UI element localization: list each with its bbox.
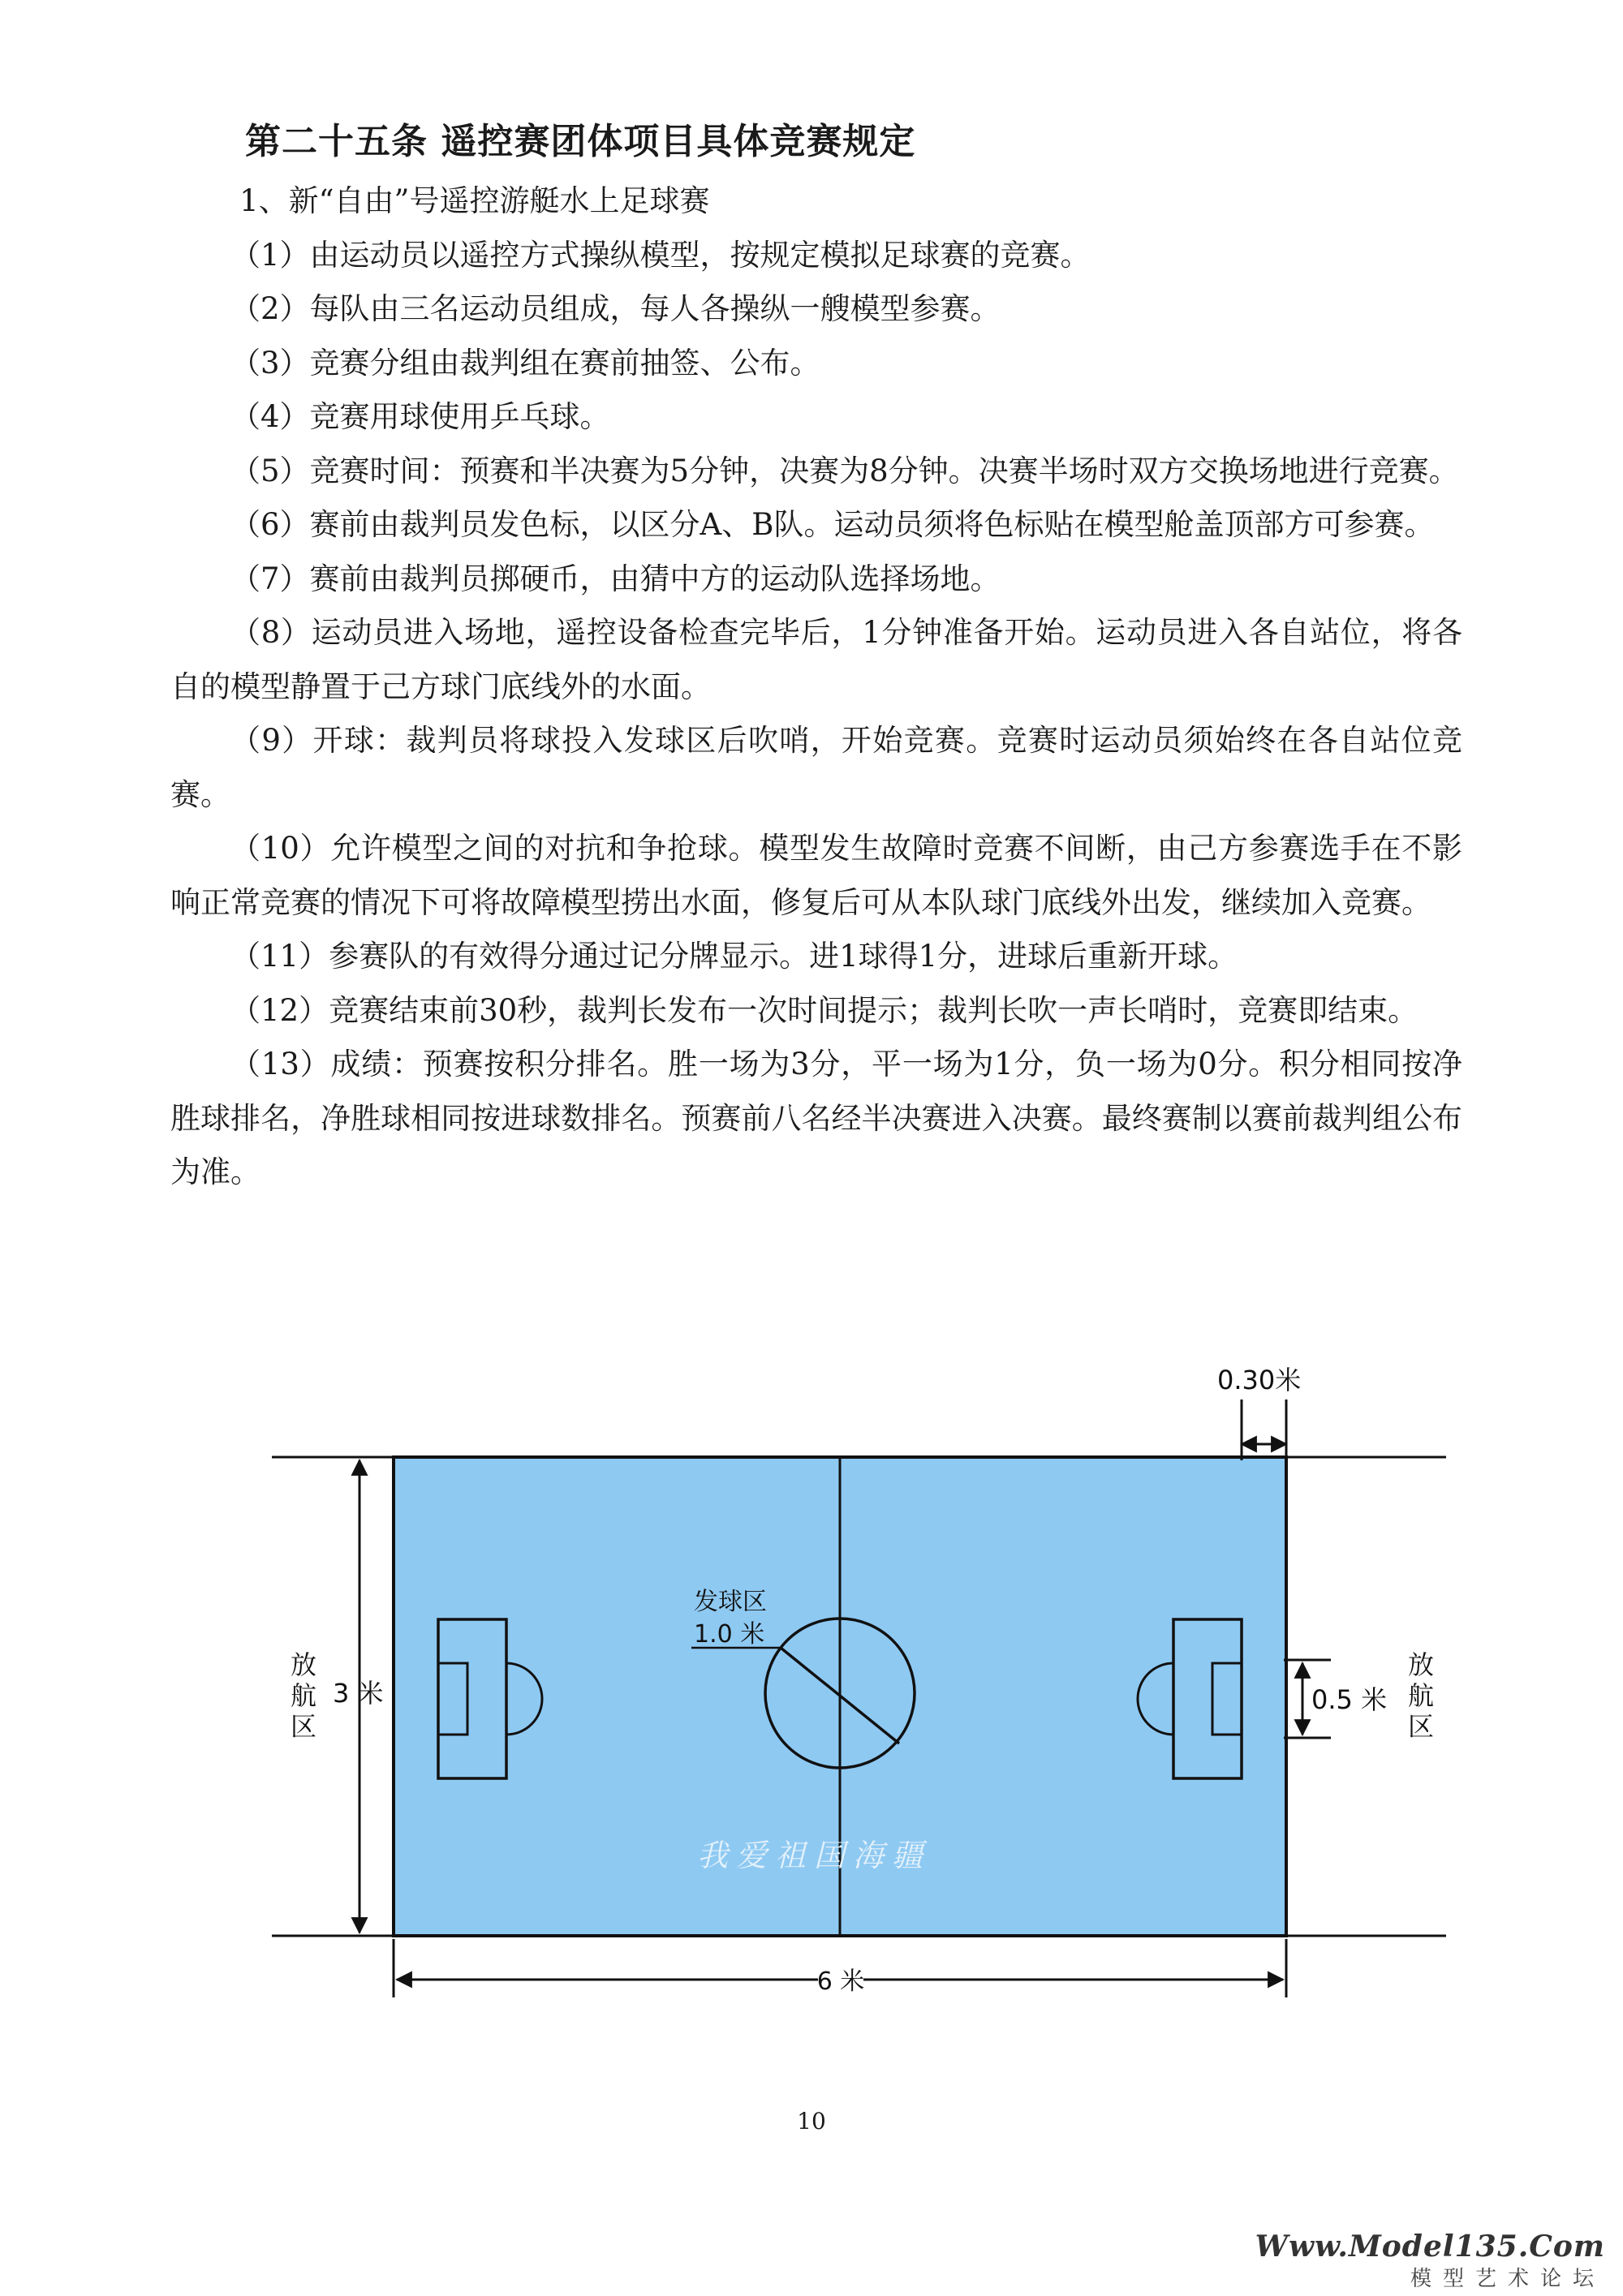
paragraph: （9）开球：裁判员将球投入发球区后吹哨，开始竞赛。竞赛时运动员须始终在各自站位竞赛。 — [170, 723, 1462, 812]
article-heading: 第二十五条 遥控赛团体项目具体竞赛规定 — [245, 121, 916, 162]
launch-zone-right-char: 放 — [1408, 1649, 1435, 1680]
gap-dimension — [1242, 1400, 1286, 1460]
site-subtitle: 模型艺术论坛 — [1410, 2267, 1605, 2291]
kickoff-label: 发球区 — [694, 1588, 767, 1616]
paragraph: （12）竞赛结束前30秒，裁判长发布一次时间提示；裁判长吹一声长哨时，竞赛即结束。 — [230, 992, 1419, 1028]
paragraph: 1、新“自由”号遥控游艇水上足球赛 — [239, 183, 710, 218]
watermark: 我爱祖国海疆 — [696, 1838, 932, 1873]
launch-zone-left-char: 放 — [291, 1649, 317, 1680]
paragraph: （10）允许模型之间的对抗和争抢球。模型发生故障时竞赛不间断，由己方参赛选手在不影响正常竞赛的情况下可将故障模型捞出水面，修复后可从本队球门底线外出发，继续加入竞赛。 — [170, 831, 1462, 920]
site-url: Www.Model135.Com — [1255, 2229, 1605, 2264]
height-dim-label: 3 米 — [333, 1678, 384, 1709]
paragraph: （8）运动员进入场地，遥控设备检查完毕后，1分钟准备开始。运动员进入各自站位，将各自的模型静置于己方球门底线外的水面。 — [170, 615, 1462, 704]
paragraph: （3）竞赛分组由裁判组在赛前抽签、公布。 — [230, 345, 820, 381]
paragraph: （6）赛前由裁判员发色标，以区分A、B队。运动员须将色标贴在模型舱盖顶部方可参赛。 — [230, 507, 1435, 542]
site-watermark — [1255, 2229, 1605, 2292]
goal-dim-label: 0.5 米 — [1311, 1684, 1388, 1715]
paragraph: （4）竞赛用球使用乒乓球。 — [230, 399, 610, 434]
page-number: 10 — [797, 2108, 826, 2135]
paragraph: （5）竞赛时间：预赛和半决赛为5分钟，决赛为8分钟。决赛半场时双方交换场地进行竞赛。 — [230, 453, 1459, 488]
paragraph: （7）赛前由裁判员掷硬币，由猜中方的运动队选择场地。 — [230, 561, 1001, 596]
launch-zone-left-char: 航 — [291, 1680, 317, 1711]
launch-zone-right-char: 区 — [1408, 1711, 1435, 1742]
paragraph: （11）参赛队的有效得分通过记分牌显示。进1球得1分，进球后重新开球。 — [230, 939, 1238, 974]
width-dim-label: 6 米 — [816, 1967, 865, 1996]
gap-dim-label: 0.30米 — [1217, 1365, 1302, 1395]
launch-zone-right-char: 航 — [1408, 1680, 1435, 1711]
paragraph: （1）由运动员以遥控方式操纵模型，按规定模拟足球赛的竞赛。 — [230, 237, 1091, 273]
kickoff-dim-label: 1.0 米 — [694, 1620, 765, 1649]
paragraph: （13）成绩：预赛按积分排名。胜一场为3分，平一场为1分，负一场为0分。积分相同按净胜球排名，净胜球相同按进球数排名。预赛前八名经半决赛进入决赛。最终赛制以赛前裁判组公布为准。 — [170, 1047, 1462, 1189]
paragraph: （2）每队由三名运动员组成，每人各操纵一艘模型参赛。 — [230, 291, 1001, 326]
launch-zone-left-char: 区 — [291, 1711, 317, 1742]
